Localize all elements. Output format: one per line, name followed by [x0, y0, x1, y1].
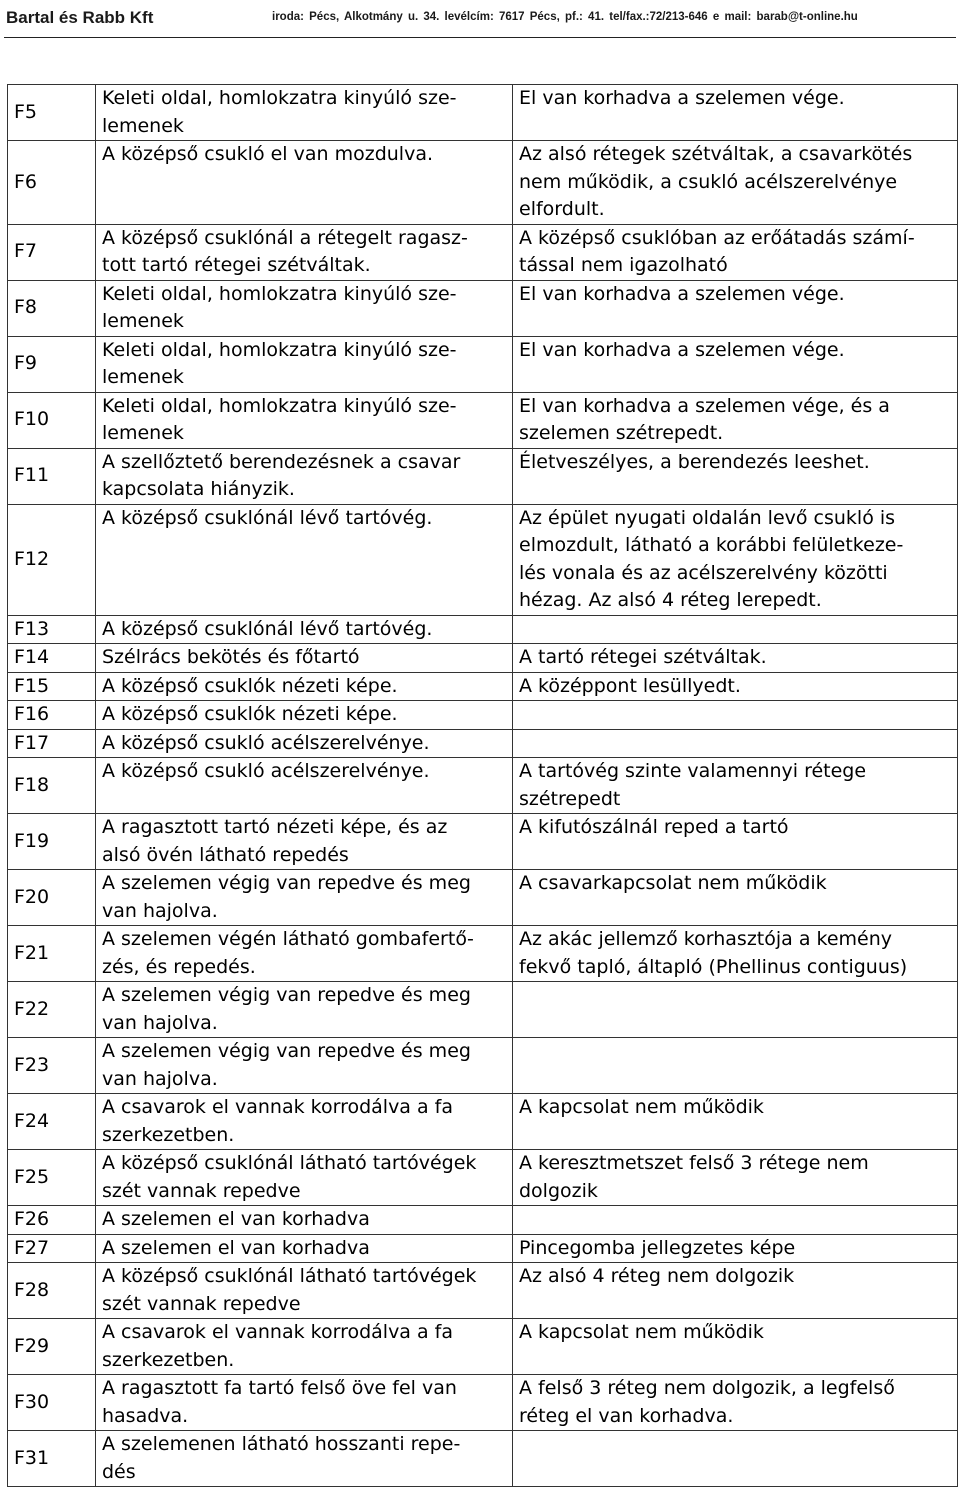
row-description: Keleti oldal, homlokzatra kinyúló sze- lemenek — [96, 336, 513, 392]
row-status — [513, 729, 958, 758]
table-row — [8, 1038, 958, 1094]
row-status: Az alsó rétegek szétváltak, a csavarkötés nem működik, a csukló acélszerelvénye elfordult. — [513, 141, 958, 225]
row-code: F31 — [8, 1431, 96, 1487]
table-row — [8, 504, 958, 615]
findings-table — [7, 84, 958, 1487]
row-description: A szelemenen látható hosszanti repe- dés — [96, 1431, 513, 1487]
row-description: A középső csuklónál látható tartóvégek szét vannak repedve — [96, 1263, 513, 1319]
row-description: A középső csuklónál lévő tartóvég. — [96, 504, 513, 615]
row-status: Életveszélyes, a berendezés leeshet. — [513, 448, 958, 504]
table-row — [8, 1234, 958, 1263]
table-row — [8, 982, 958, 1038]
table-row — [8, 224, 958, 280]
row-code: F30 — [8, 1375, 96, 1431]
table-row — [8, 870, 958, 926]
table-row — [8, 1319, 958, 1375]
row-description: Keleti oldal, homlokzatra kinyúló sze- lemenek — [96, 280, 513, 336]
row-description: A középső csuklónál lévő tartóvég. — [96, 615, 513, 644]
row-description: Keleti oldal, homlokzatra kinyúló sze- lemenek — [96, 392, 513, 448]
table-row — [8, 672, 958, 701]
table-row — [8, 814, 958, 870]
row-status — [513, 982, 958, 1038]
row-code: F10 — [8, 392, 96, 448]
table-row — [8, 701, 958, 730]
row-description: Szélrács bekötés és főtartó — [96, 644, 513, 673]
table-row — [8, 448, 958, 504]
row-description: A ragasztott fa tartó felső öve fel van hasadva. — [96, 1375, 513, 1431]
row-code: F7 — [8, 224, 96, 280]
table-row — [8, 1150, 958, 1206]
table-row — [8, 729, 958, 758]
row-description: A szelemen végén látható gombafertő- zés, és repedés. — [96, 926, 513, 982]
table-row — [8, 392, 958, 448]
row-code: F12 — [8, 504, 96, 615]
row-code: F20 — [8, 870, 96, 926]
table-row — [8, 336, 958, 392]
row-code: F21 — [8, 926, 96, 982]
row-code: F6 — [8, 141, 96, 225]
row-status: Az épület nyugati oldalán levő csukló is elmozdult, látható a korábbi felületkeze- lés vonala és az acélszerelvény közötti hézag. Az alsó 4 réteg lerepedt. — [513, 504, 958, 615]
row-status: A kifutószálnál reped a tartó — [513, 814, 958, 870]
row-description: A középső csuklók nézeti képe. — [96, 672, 513, 701]
row-code: F24 — [8, 1094, 96, 1150]
row-description: A középső csukló acélszerelvénye. — [96, 758, 513, 814]
row-description: A szelemen végig van repedve és meg van hajolva. — [96, 870, 513, 926]
row-status: A kapcsolat nem működik — [513, 1094, 958, 1150]
table-row — [8, 280, 958, 336]
row-code: F8 — [8, 280, 96, 336]
table-row — [8, 85, 958, 141]
contact-info: iroda: Pécs, Alkotmány u. 34. levélcím: 7617 Pécs, pf.: 41. tel/fax.:72/213-646 e mail: barab@t-online.hu — [272, 11, 858, 23]
header-rule — [4, 37, 956, 38]
row-status: El van korhadva a szelemen vége. — [513, 336, 958, 392]
row-status: El van korhadva a szelemen vége, és a szelemen szétrepedt. — [513, 392, 958, 448]
row-description: A szelemen el van korhadva — [96, 1234, 513, 1263]
table-row — [8, 926, 958, 982]
table-row — [8, 1431, 958, 1487]
row-status — [513, 1038, 958, 1094]
row-description: A csavarok el vannak korrodálva a fa szerkezetben. — [96, 1094, 513, 1150]
row-description: Keleti oldal, homlokzatra kinyúló sze- lemenek — [96, 85, 513, 141]
findings-table-body — [8, 85, 958, 1487]
row-code: F28 — [8, 1263, 96, 1319]
table-row — [8, 1206, 958, 1235]
row-description: A szelemen végig van repedve és meg van hajolva. — [96, 982, 513, 1038]
row-status: El van korhadva a szelemen vége. — [513, 85, 958, 141]
row-description: A középső csuklónál látható tartóvégek szét vannak repedve — [96, 1150, 513, 1206]
table-row — [8, 615, 958, 644]
table-row — [8, 758, 958, 814]
table-row — [8, 1263, 958, 1319]
row-description: A ragasztott tartó nézeti képe, és az alsó övén látható repedés — [96, 814, 513, 870]
row-status: Az akác jellemző korhasztója a kemény fekvő tapló, áltapló (Phellinus contiguus) — [513, 926, 958, 982]
row-code: F25 — [8, 1150, 96, 1206]
row-code: F9 — [8, 336, 96, 392]
row-status: A középső csuklóban az erőátadás számí- tással nem igazolható — [513, 224, 958, 280]
row-description: A szellőztető berendezésnek a csavar kapcsolata hiányzik. — [96, 448, 513, 504]
row-code: F16 — [8, 701, 96, 730]
row-status: A középpont lesüllyedt. — [513, 672, 958, 701]
row-code: F15 — [8, 672, 96, 701]
row-status: A keresztmetszet felső 3 rétege nem dolgozik — [513, 1150, 958, 1206]
row-code: F27 — [8, 1234, 96, 1263]
row-status: A kapcsolat nem működik — [513, 1319, 958, 1375]
row-status: A felső 3 réteg nem dolgozik, a legfelső réteg el van korhadva. — [513, 1375, 958, 1431]
row-description: A középső csuklók nézeti képe. — [96, 701, 513, 730]
row-status: El van korhadva a szelemen vége. — [513, 280, 958, 336]
table-row — [8, 1375, 958, 1431]
row-code: F13 — [8, 615, 96, 644]
row-description: A középső csukló acélszerelvénye. — [96, 729, 513, 758]
table-row — [8, 141, 958, 225]
row-code: F23 — [8, 1038, 96, 1094]
table-row — [8, 1094, 958, 1150]
row-status — [513, 1431, 958, 1487]
letterhead — [0, 0, 960, 46]
company-name: Bartal és Rabb Kft — [6, 8, 154, 27]
row-status: Pincegomba jellegzetes képe — [513, 1234, 958, 1263]
row-status: A csavarkapcsolat nem működik — [513, 870, 958, 926]
row-status — [513, 615, 958, 644]
row-status: A tartóvég szinte valamennyi rétege szétrepedt — [513, 758, 958, 814]
row-status: Az alsó 4 réteg nem dolgozik — [513, 1263, 958, 1319]
row-description: A középső csuklónál a rétegelt ragasz- tott tartó rétegei szétváltak. — [96, 224, 513, 280]
table-row — [8, 644, 958, 673]
row-description: A középső csukló el van mozdulva. — [96, 141, 513, 225]
row-code: F22 — [8, 982, 96, 1038]
row-description: A csavarok el vannak korrodálva a fa szerkezetben. — [96, 1319, 513, 1375]
row-code: F11 — [8, 448, 96, 504]
row-code: F5 — [8, 85, 96, 141]
row-code: F14 — [8, 644, 96, 673]
row-code: F19 — [8, 814, 96, 870]
row-status: A tartó rétegei szétváltak. — [513, 644, 958, 673]
row-code: F26 — [8, 1206, 96, 1235]
row-description: A szelemen el van korhadva — [96, 1206, 513, 1235]
row-description: A szelemen végig van repedve és meg van hajolva. — [96, 1038, 513, 1094]
row-status — [513, 1206, 958, 1235]
row-status — [513, 701, 958, 730]
row-code: F17 — [8, 729, 96, 758]
row-code: F29 — [8, 1319, 96, 1375]
row-code: F18 — [8, 758, 96, 814]
